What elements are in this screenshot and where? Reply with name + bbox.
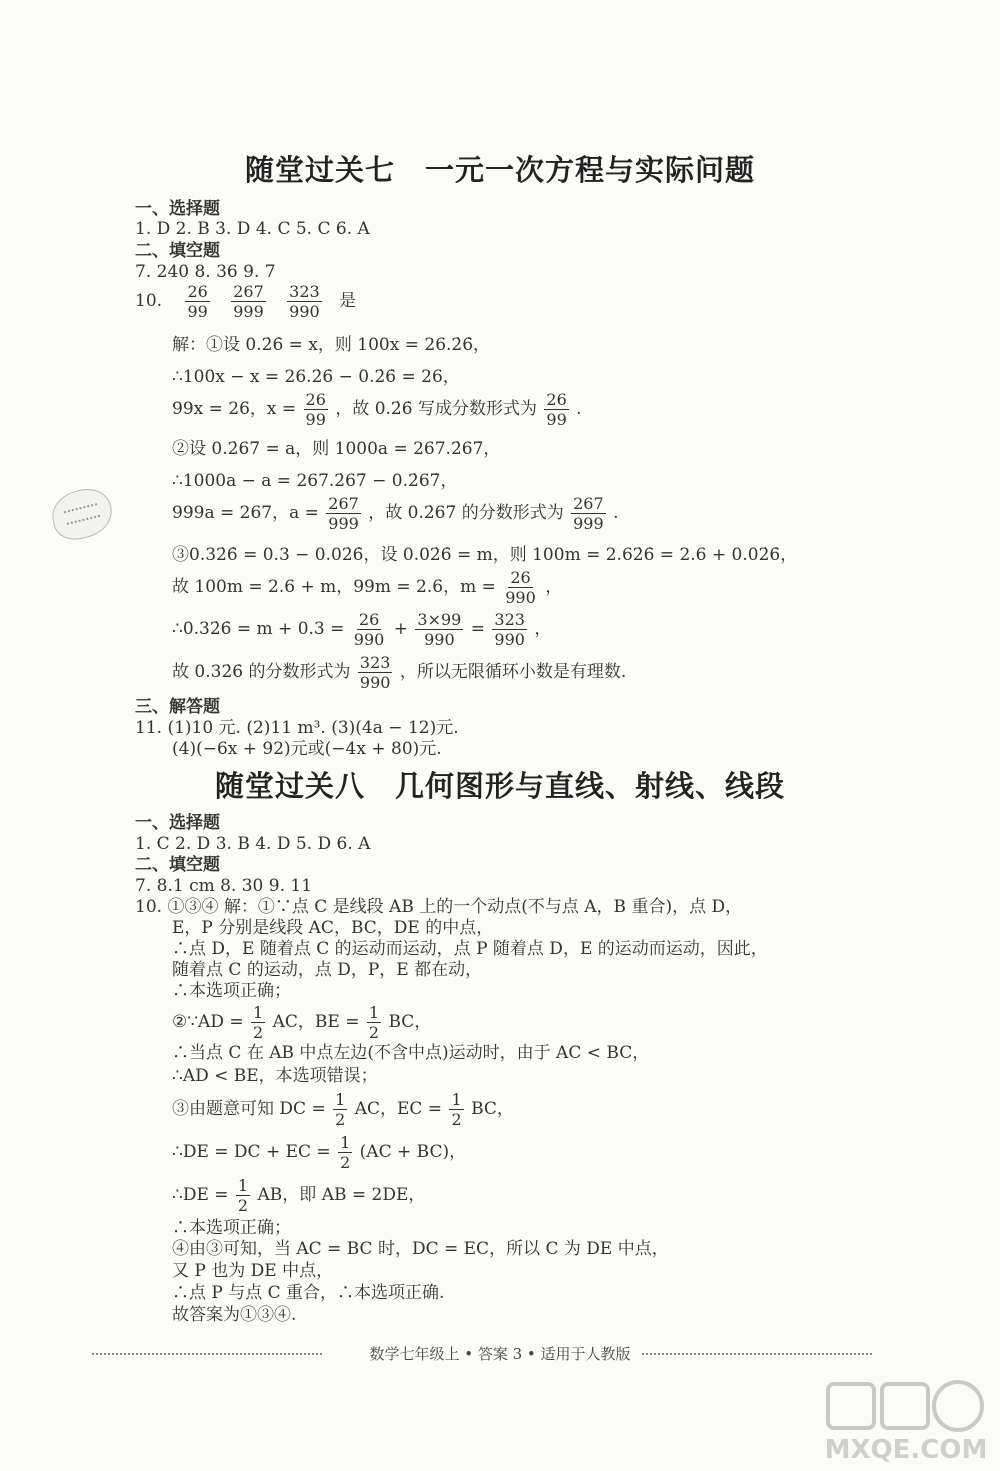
solution-line: ③0.32̇6̇ = 0.3 − 0.02̇6̇，设 0.02̇6̇ = m，则 100m = 2.62̇6̇ = 2.6 + 0.02̇6̇，	[172, 545, 798, 565]
fraction: $\frac{3\times 99}{990}$	[417, 610, 462, 649]
solution-line: ∴AD < BE，本选项错误；	[172, 1066, 378, 1086]
stamp-icon	[47, 483, 117, 544]
fraction: $\frac{267}{999}$	[328, 494, 359, 533]
solution-line: ∴本选项正确；	[172, 1218, 291, 1238]
fraction: $\frac{267}{999}$	[233, 282, 264, 321]
solution-line: 解：①设 0.2̇6̇ = x，则 100x = 26.2̇6̇，	[172, 335, 491, 355]
section7-title: 随堂过关七 一元一次方程与实际问题	[244, 153, 755, 187]
fraction: $\frac{1}{2}$	[253, 1003, 264, 1042]
solution-line: ②设 0.2̇67̇ = a，则 1000a = 267.2̇67̇，	[172, 439, 501, 459]
fraction: $\frac{323}{990}$	[289, 282, 320, 321]
solution-line: ④由③可知，当 AC = BC 时，DC = EC，所以 C 为 DE 中点，	[172, 1239, 669, 1259]
solution-line: 又 P 也为 DE 中点，	[172, 1261, 334, 1281]
section8-choice-header: 一、选择题	[135, 813, 220, 833]
section7-fill-header: 二、填空题	[135, 241, 220, 261]
page-footer: 数学七年级上 • 答案 3 • 适用于人教版	[0, 1343, 1000, 1364]
watermark-logo-icon	[820, 1378, 990, 1468]
section8-fill-answers: 7. 8.1 cm 8. 30 9. 11	[135, 876, 313, 896]
q11-line: 11. (1)10 元. (2)11 m³. (3)(4a − 12)元.	[135, 718, 459, 738]
fraction: $\frac{267}{999}$	[573, 494, 604, 533]
section8-choice-answers: 1. C 2. D 3. B 4. D 5. D 6. A	[135, 834, 371, 854]
solution-line: ∴点 P 与点 C 重合，∴本选项正确.	[172, 1283, 445, 1303]
fraction: $\frac{26}{99}$	[546, 390, 567, 429]
fraction: $\frac{323}{990}$	[359, 653, 391, 692]
section8-title: 随堂过关八 几何图形与直线、射线、线段	[214, 769, 785, 803]
solution-line: 99x = 26，x = $\frac{26}{99}$ ，故 0.2̇6̇ 写成分数形式为 $\frac{26}{99}$ .	[172, 390, 582, 429]
solution-line: ∴当点 C 在 AB 中点左边(不含中点)运动时，由于 AC < BC，	[172, 1043, 650, 1063]
solution-line: 故答案为①③④.	[172, 1305, 297, 1325]
fraction: $\frac{1}{2}$	[335, 1090, 346, 1129]
solution-line: ③由题意可知 DC = $\frac{1}{2}$ AC，EC = $\frac{1}{2}$ BC，	[172, 1090, 514, 1129]
fraction: $\frac{1}{2}$	[451, 1090, 462, 1129]
solution-line: 随着点 C 的运动，点 D，P，E 都在动，	[172, 960, 483, 980]
fraction: $\frac{26}{990}$	[353, 610, 385, 649]
section7-fill-answers: 7. 240 8. 36 9. 7	[135, 262, 276, 282]
solution-line: ∴100x − x = 26.2̇6̇ − 0.2̇6̇ = 26，	[172, 367, 460, 387]
section7-choice-answers: 1. D 2. B 3. D 4. C 5. C 6. A	[135, 219, 370, 239]
section7-q10-answer	[135, 282, 356, 321]
solution-line: 999a = 267，a = $\frac{267}{999}$ ，故 0.2̇67̇ 的分数形式为 $\frac{267}{999}$ .	[172, 494, 619, 533]
fraction: $\frac{323}{990}$	[494, 610, 525, 649]
solution-line: ∴1000a − a = 267.2̇67̇ − 0.2̇67̇，	[172, 471, 458, 491]
fraction: $\frac{1}{2}$	[368, 1003, 380, 1042]
watermark-site: MXQE.COM	[824, 1435, 988, 1465]
solution-line: ②∵AD = $\frac{1}{2}$ AC，BE = $\frac{1}{2}$ BC，	[172, 1003, 432, 1042]
solution-line: ∴DE = DC + EC = $\frac{1}{2}$ (AC + BC)，	[172, 1133, 467, 1172]
fraction: $\frac{1}{2}$	[340, 1133, 351, 1172]
fraction: $\frac{26}{99}$	[305, 390, 326, 429]
fraction: $\frac{26}{99}$	[187, 282, 208, 321]
section7-choice-header: 一、选择题	[135, 199, 220, 219]
solution-line: 故 100m = 2.6 + m，99m = 2.6，m = $\frac{26}{990}$ ，	[172, 568, 563, 607]
q11-line: (4)(−6x + 92)元或(−4x + 80)元.	[172, 739, 442, 759]
section7-solve-header: 三、解答题	[135, 697, 220, 717]
solution-line: E，P 分别是线段 AC，BC，DE 的中点，	[172, 918, 494, 938]
q10-label: 10.	[135, 291, 163, 311]
solution-line: ∴点 D，E 随着点 C 的运动而运动，点 P 随着点 D，E 的运动而运动，因此，	[172, 939, 768, 959]
solution-line: 10. ①③④ 解：①∵点 C 是线段 AB 上的一个动点(不与点 A，B 重合)，点 D，	[135, 897, 743, 917]
solution-line: 故 0.32̇6̇ 的分数形式为 $\frac{323}{990}$ ，所以无限循环小数是有理数.	[172, 653, 627, 692]
q10-suffix: 是	[339, 291, 357, 311]
solution-line: ∴DE = $\frac{1}{2}$ AB，即 AB = 2DE，	[172, 1176, 426, 1215]
fraction: $\frac{1}{2}$	[237, 1176, 249, 1215]
fraction: $\frac{26}{990}$	[505, 568, 536, 607]
solution-line: ∴0.32̇6̇ = m + 0.3 = $\frac{26}{990}$ + $\frac{3\times 99}{990}$ = $\frac{323}{990}$ ，	[172, 610, 552, 649]
solution-line: ∴本选项正确；	[172, 981, 291, 1001]
section8-fill-header: 二、填空题	[135, 855, 220, 875]
